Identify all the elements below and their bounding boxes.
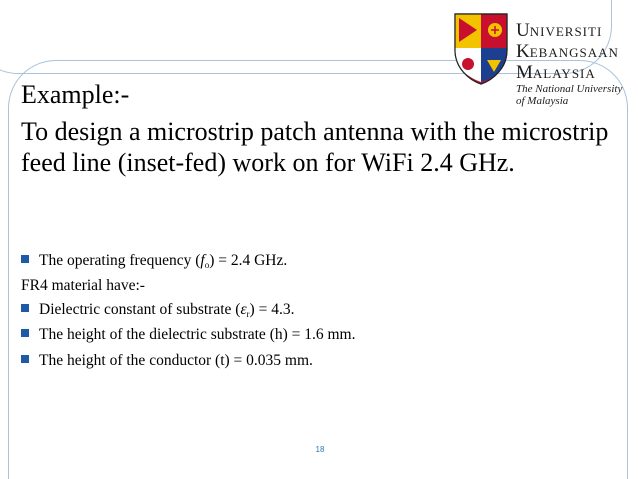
bullet-dielectric-constant: Dielectric constant of substrate $(\varepsilon_r) = 4.3$.	[21, 300, 294, 324]
bullet-square-icon	[21, 329, 29, 337]
university-logo	[451, 10, 631, 110]
material-line: FR4 material have:-	[21, 277, 145, 294]
logo-tagline-2: of Malaysia	[516, 95, 569, 107]
logo-tagline-1: The National University	[516, 83, 623, 95]
logo-university-line3: MALAYSIA	[516, 62, 596, 83]
bullet-substrate-height: The height of the dielectric substrate (h) = 1.6 mm.	[21, 325, 356, 345]
bullet-conductor-height: The height of the conductor (t) = 0.035 mm.	[21, 351, 313, 371]
bullet-square-icon	[21, 255, 29, 263]
bullet-square-icon	[21, 304, 29, 312]
page-number: 18	[315, 445, 325, 454]
logo-university-line1: UNIVERSITI	[516, 20, 603, 41]
bullet-operating-frequency: The operating frequency $(f_o) = 2.4$ GHz.	[21, 251, 287, 275]
university-crest-icon	[451, 10, 511, 86]
bullet-square-icon	[21, 355, 29, 363]
logo-university-line2: KEBANGSAAN	[516, 41, 619, 62]
slide-heading: Example:-	[21, 80, 130, 109]
slide-paragraph: To design a microstrip patch antenna with the microstrip feed line (inset-fed) work on for WiFi 2.4 GHz.	[21, 117, 609, 177]
